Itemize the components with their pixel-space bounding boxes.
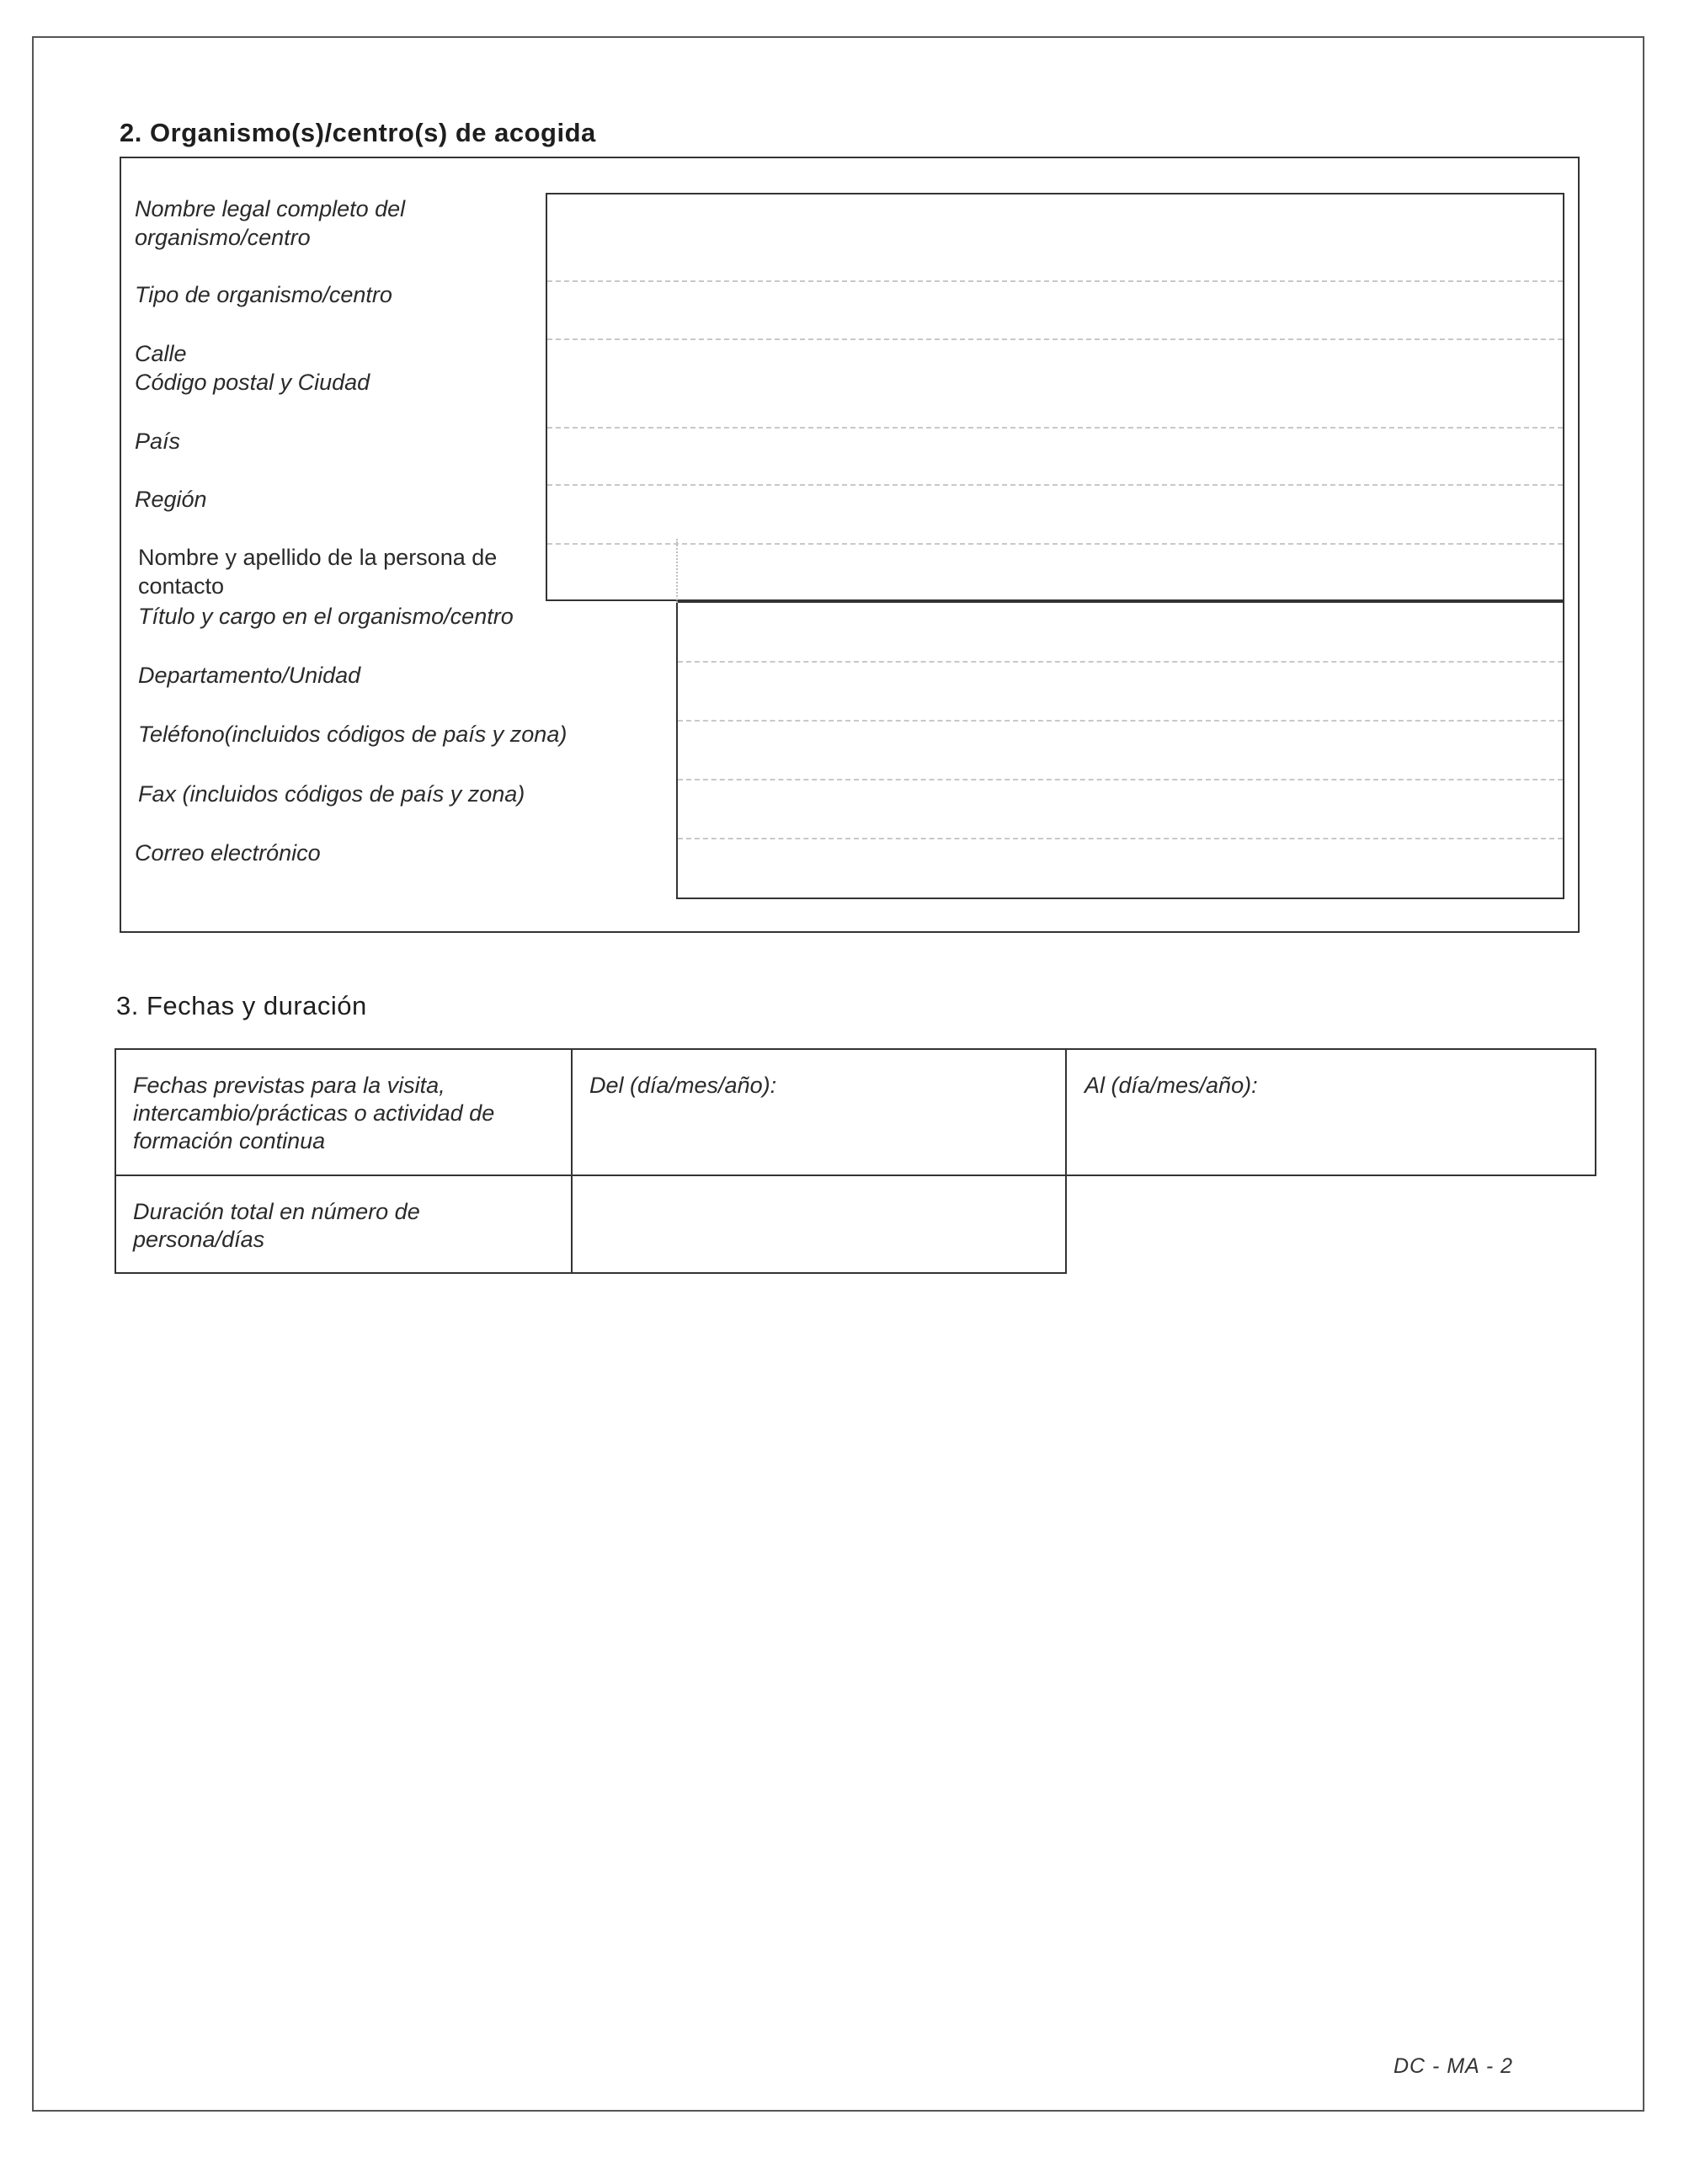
date-from-label: Del (día/mes/año):: [589, 1073, 777, 1098]
section-2-title: 2. Organismo(s)/centro(s) de acogida: [120, 118, 596, 147]
label-country: País: [135, 429, 181, 454]
label-phone: Teléfono(incluidos códigos de país y zona): [138, 722, 568, 747]
label-title-position: Título y cargo en el organismo/centro: [138, 604, 514, 629]
field-separator: [678, 779, 1563, 780]
label-region: Región: [135, 487, 207, 512]
duration-line1: Duración total en número de: [133, 1199, 420, 1224]
field-separator: [678, 838, 1563, 839]
field-separator: [547, 484, 1563, 486]
organisation-input-area[interactable]: [546, 193, 1564, 601]
date-from-cell[interactable]: [571, 1048, 1067, 1176]
field-separator: [547, 338, 1563, 340]
label-street: Calle: [135, 341, 187, 366]
label-contact-line1: Nombre y apellido de la persona de: [138, 545, 498, 570]
label-organisation-type: Tipo de organismo/centro: [135, 282, 392, 307]
planned-dates-line1: Fechas previstas para la visita,: [133, 1073, 445, 1098]
planned-dates-line3: formación continua: [133, 1128, 326, 1153]
label-department: Departamento/Unidad: [138, 663, 361, 688]
field-edge: [676, 539, 678, 603]
field-separator: [547, 543, 1563, 545]
field-separator: [547, 427, 1563, 429]
document-code: DC - MA - 2: [1394, 2054, 1514, 2078]
field-separator: [678, 661, 1563, 663]
field-separator: [547, 280, 1563, 282]
planned-dates-line2: intercambio/prácticas o actividad de: [133, 1100, 495, 1126]
section-3-title: 3. Fechas y duración: [116, 991, 367, 1020]
date-to-label: Al (día/mes/año):: [1084, 1073, 1258, 1098]
label-legal-name-line2: organismo/centro: [135, 225, 311, 250]
duration-value-cell[interactable]: [571, 1175, 1067, 1274]
duration-line2: persona/días: [133, 1227, 265, 1252]
label-fax: Fax (incluidos códigos de país y zona): [138, 781, 525, 807]
label-email: Correo electrónico: [135, 840, 321, 866]
contact-input-area[interactable]: [676, 601, 1564, 899]
date-to-cell[interactable]: [1065, 1048, 1596, 1176]
label-legal-name-line1: Nombre legal completo del: [135, 196, 406, 221]
label-postal-city: Código postal y Ciudad: [135, 370, 370, 395]
label-contact-line2: contacto: [138, 573, 225, 599]
field-separator: [678, 720, 1563, 722]
